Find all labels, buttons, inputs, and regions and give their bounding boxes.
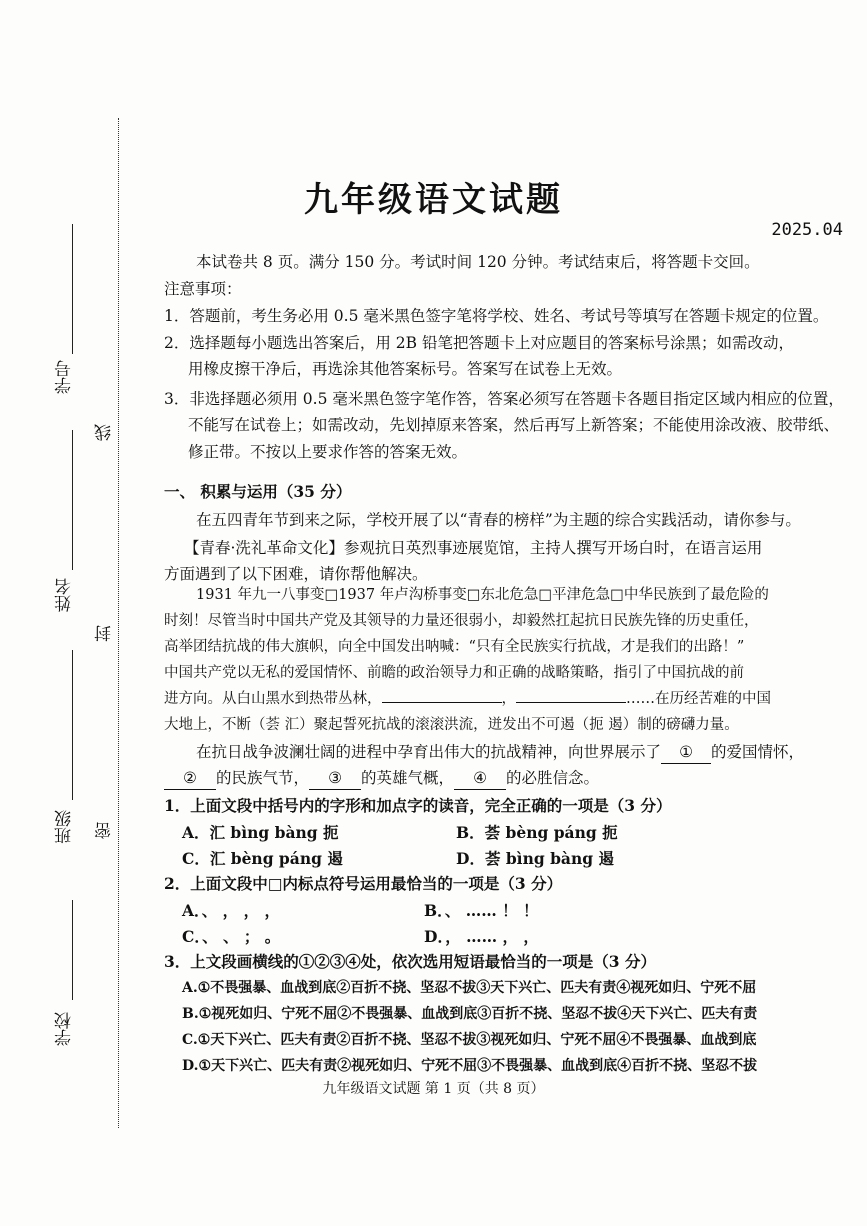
- q3-option-c[interactable]: C.①天下兴亡、匹夫有责②百折不挠、坚忍不拔③视死如归、宁死不屈④不畏强暴、血战到底: [182, 1032, 757, 1048]
- task-instruction-a: 【青春·洗礼革命文化】参观抗日英烈事迹展览馆，主持人撰写开场白时，在语言运用: [184, 539, 763, 557]
- class-label: 班级: [55, 810, 75, 844]
- passage-line-5: [164, 688, 821, 710]
- q1-option-c[interactable]: C．汇 bèng páng 遏: [182, 849, 343, 868]
- notes-heading: 注意事项：: [164, 280, 242, 298]
- note-3a: 3．非选择题必须用 0.5 毫米黑色签字笔作答，答案必须写在答题卡各题目指定区域内相应的位置，: [164, 390, 844, 408]
- q2-option-d[interactable]: D．， …… ， ，: [424, 927, 539, 946]
- q1-stem: 1．上面文段中括号内的字形和加点字的读音，完全正确的一项是（3 分）: [164, 796, 672, 815]
- spirit-blank-3: ③: [309, 767, 361, 790]
- name-label: 姓名: [55, 578, 75, 612]
- exam-date: 2025.04: [771, 220, 843, 240]
- task-instruction-b: 方面遇到了以下困难，请你帮他解决。: [164, 565, 428, 583]
- spirit-line-1: [196, 741, 821, 764]
- cut-char: 线: [95, 424, 115, 441]
- spirit-1-end: 的爱国情怀，: [711, 743, 805, 761]
- note-1: 1．答题前，考生务必用 0.5 毫米黑色签字笔将学校、姓名、考试号等填写在答题卡规定的位置。: [164, 307, 829, 325]
- id-blank[interactable]: [72, 224, 73, 354]
- id-label: 学号: [55, 360, 75, 394]
- passage-line-4: 中国共产党以无私的爱国情怀、前瞻的政治领导力和正确的战略策略，指引了中国抗战的前: [164, 665, 744, 681]
- passage-blank-a: [382, 702, 502, 703]
- school-label: 学校: [55, 1012, 75, 1046]
- spirit-line-2: [164, 767, 821, 790]
- q3-option-b[interactable]: B.①视死如归、宁死不屈②不畏强暴、血战到底③百折不挠、坚忍不拔④天下兴亡、匹夫有责: [182, 1006, 758, 1022]
- spirit-blank-1: ①: [661, 741, 711, 764]
- q2-option-c[interactable]: C．、 、 ； 。: [182, 927, 281, 946]
- q2-option-a[interactable]: A．、 ， ， ，: [182, 901, 280, 920]
- intro-text: 本试卷共 8 页。满分 150 分。考试时间 120 分钟。考试结束后，将答题卡交回。: [196, 253, 760, 271]
- note-2b: 用橡皮擦干净后，再选涂其他答案标号。答案写在试卷上无效。: [188, 360, 623, 378]
- name-blank[interactable]: [72, 430, 73, 570]
- class-blank[interactable]: [72, 650, 73, 800]
- q2-stem: 2．上面文段中□内标点符号运用最恰当的一项是（3 分）: [164, 874, 563, 893]
- page-title: 九年级语文试题: [304, 180, 563, 220]
- q1-option-b[interactable]: B．荟 bèng páng 扼: [456, 823, 618, 842]
- note-2a: 2．选择题每小题选出答案后，用 2B 铅笔把答题卡上对应题目的答案标号涂黑；如需改动，: [164, 334, 794, 352]
- section-1-heading: 一、 积累与运用（35 分）: [164, 482, 352, 501]
- q1-option-a[interactable]: A．汇 bìng bàng 扼: [182, 823, 339, 842]
- note-3b: 不能写在试卷上；如需改动，先划掉原来答案，然后再写上新答案；不能使用涂改液、胶带纸、: [188, 416, 840, 434]
- seal-char: 密: [95, 822, 115, 839]
- q1-option-d[interactable]: D．荟 bìng bàng 遏: [456, 849, 614, 868]
- section-1-intro: 在五四青年节到来之际，学校开展了以“青春的榜样”为主题的综合实践活动，请你参与。: [196, 511, 801, 529]
- q3-option-a[interactable]: A.①不畏强暴、血战到底②百折不挠、坚忍不拔③天下兴亡、匹夫有责④视死如归、宁死不屈: [182, 980, 757, 996]
- stamp-char: 封: [95, 625, 115, 642]
- binding-dotted-line: [118, 118, 119, 1128]
- passage-5-comma: ，: [501, 691, 516, 707]
- passage-blank-b: [516, 702, 626, 703]
- passage-line-6: 大地上，不断（荟 汇）聚起誓死抗战的滚滚洪流，迸发出不可遏（扼 遏）制的磅礴力量。: [164, 717, 739, 733]
- spirit-2-text: 的民族气节，: [216, 769, 310, 787]
- passage-line-3: 高举团结抗战的伟大旗帜，向全中国发出呐喊：“只有全民族实行抗战，才是我们的出路！”: [164, 639, 745, 655]
- spirit-blank-2: ②: [164, 767, 216, 790]
- school-blank[interactable]: [72, 900, 73, 1000]
- q2-option-b[interactable]: B．、 …… ！ ！: [424, 901, 539, 920]
- spirit-blank-4: ④: [454, 767, 506, 790]
- passage-5-text: 进方向。从白山黑水到热带丛林，: [164, 691, 382, 707]
- spirit-4-text: 的必胜信念。: [506, 769, 600, 787]
- passage-line-2: 时刻！尽管当时中国共产党及其领导的力量还很弱小，却毅然扛起抗日民族先锋的历史重任，: [164, 613, 759, 629]
- spirit-1-text: 在抗日战争波澜壮阔的进程中孕育出伟大的抗战精神，向世界展示了: [196, 743, 662, 761]
- spirit-3-text: 的英雄气概，: [361, 769, 455, 787]
- q3-stem: 3．上文段画横线的①②③④处，依次选用短语最恰当的一项是（3 分）: [164, 952, 656, 971]
- page-footer: 九年级语文试题 第 1 页（共 8 页）: [322, 1081, 545, 1097]
- note-3c: 修正带。不按以上要求作答的答案无效。: [188, 443, 468, 461]
- passage-line-1: 1931 年九一八事变□1937 年卢沟桥事变□东北危急□平津危急□中华民族到了最危险的: [196, 587, 769, 603]
- passage-5-end: ……在历经苦难的中国: [626, 691, 771, 707]
- q3-option-d[interactable]: D.①天下兴亡、匹夫有责②视死如归、宁死不屈③不畏强暴、血战到底④百折不挠、坚忍不拔: [182, 1058, 758, 1074]
